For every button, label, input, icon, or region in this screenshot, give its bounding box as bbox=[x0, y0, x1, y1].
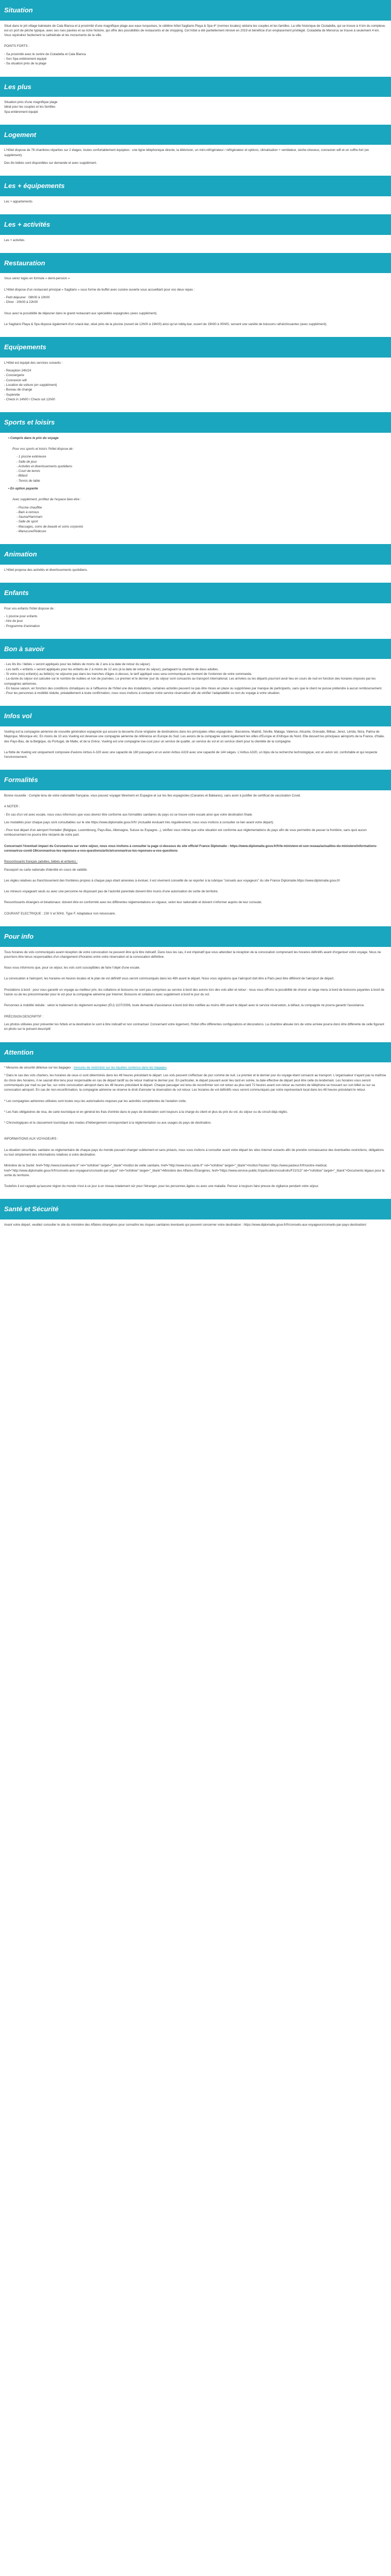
sports-optional-title-text: En option payante bbox=[10, 486, 38, 490]
bon-savoir-body bbox=[0, 659, 391, 706]
sports-included-list bbox=[4, 454, 387, 483]
restauration-paragraph-2: Vous avez la possibilité de déjeuner dans le grand restaurant aux spécialités espagnoles (avec supplément). bbox=[4, 311, 158, 315]
section-title-formalites: Formalités bbox=[0, 770, 391, 790]
infos-vol-paragraph: Vueling est la compagnie aérienne de nouvelle génération espagnole qui assure la desserte d'une vingtaine de destinations dans les principales villes espagnoles : Barcelone, Madrid, Séville, Malaga, Valence, Alicante, Grenade, Bilbao, Jerez, Lérida, Ibiza, Palma de Majorque, Minorque etc. En moins de 10 ans Vueling est devenue une compagnie aérienne de référence en Europe du Sud. Les avions de la compagnie volent également les villes d'Europe et d'Afrique du Nord. Elle dessert les principaux aéroports de la France, d'Italie, des Pays-Bas, de la Belgique, du Portugal, de Malte, et de la Grèce. Vueling est une compagnie low-cost pour un service de qualité, un service du vol et un service client pour la clientèle de la compagnie. bbox=[4, 730, 385, 743]
list-item: - Location de voiture (en supplément) bbox=[4, 383, 57, 387]
restauration-paragraph-3: Le Sagitario Playa & Spa dispose également d'un snack-bar, situé près de la piscine (ouvert de 12h00 à 19h00) ainsi qu'un lobby-bar, ouvert de 19h00 à 00h00, servant une variété de boissons rafraîchissantes (avec supplément). bbox=[4, 322, 328, 326]
logement-paragraph-2: Des lits bébés sont disponibles sur demande et avec supplément. bbox=[4, 161, 97, 165]
equipements-intro: L'Hôtel est équipé des services suivants : bbox=[4, 361, 63, 365]
pour-info-paragraph: Tous horaires de vols communiqués avant réception de votre convocation ne peuvent être qu'à titre indicatif. Dans tous les cas, il est impératif que vous attendiez la réception de la convocation comprenant les horaires définitifs avant d'organiser votre voyage. Nous ne pourrions être tenus responsables d'un changement d'horaires entre votre réservation et la convocation définitive. bbox=[4, 950, 381, 959]
list-item: - 1 piscine extérieure bbox=[17, 455, 46, 459]
restauration-paragraph: L'Hôtel dispose d'un restaurant principal « Sagitario » sous forme de buffet avec cuisine ouverte sous accueillant pour vos deux repas : bbox=[4, 287, 195, 292]
attention-intro-prefix: * Mesures de sécurité détenue sur les bagages : bbox=[4, 1066, 74, 1070]
situation-paragraph: Situé dans le joli village balnéaire de Cala Blanca et à proximité d'une magnifique plage aux eaux turquoises, le célèbre hôtel Sagitario Playa & Spa 4* (normes locales) séduira les couples et les familles. La ville historique de Ciutadella, qui se trouve à 4 km du complexe, est un port de pêche typique, avec ses rues pavées et sa riche histoire, qui offre des possibilités de restaurants et de shopping. Cet hôtel a été partiellement rénové en 2019 et bénéficie d'un emplacement privilégié. Ciutadella de Menorca se trouve à seulement 4 km. Vous rejoindrez facilement la cathédrale et les monuments de la ville. bbox=[4, 24, 386, 38]
list-item: - Bain à remous bbox=[17, 510, 39, 514]
list-item: - Piscine chauffée bbox=[17, 505, 42, 510]
equipements-plus-line: Les + appartements bbox=[4, 199, 32, 204]
list-item: Spa entièrement équipé bbox=[4, 110, 38, 114]
sports-included-title-text: Compris dans le prix du voyage bbox=[10, 436, 59, 440]
points-forts-list bbox=[4, 52, 387, 66]
section-title-pour-info: Pour info bbox=[0, 926, 391, 947]
list-item: - Massages, soins de beauté et soins corporels bbox=[17, 524, 84, 529]
precision-title: PRÉCISION DESCRIPTIF : bbox=[4, 1014, 43, 1019]
list-item: Idéal pour les couples et les familles bbox=[4, 105, 56, 109]
section-title-plus: Les plus bbox=[0, 77, 391, 97]
attention-paragraph-4: * Chronologiques et le classement touristique des modes d'hébergement correspondant à la réglementation ou aux usages du pays de destination. bbox=[4, 1121, 211, 1125]
note-3: - Pour tout départ d'un aéroport frontalier (Belgique, Luxembourg, Pays-Bas, Allemagne, Suisse ou Espagne...), vérifiez vous même que votre situation est conforme aux réglementations du pays afin de vous permettre de passer la frontière, sans quoi aucun remboursement ne pourra être réclamé de notre part. bbox=[4, 828, 367, 837]
list-item: - Réception 24h/24 bbox=[4, 369, 31, 373]
restauration-body bbox=[0, 273, 391, 337]
section-title-bon-savoir: Bon à savoir bbox=[0, 639, 391, 659]
enfants-body bbox=[0, 603, 391, 639]
section-title-attention: Attention bbox=[0, 1042, 391, 1063]
list-item: - Supérette bbox=[4, 393, 20, 397]
sante-paragraph: Avant votre départ, veuillez consulter le site du ministère des Affaires étrangères pour connaître les risques sanitaires éventuels qui peuvent concerner votre destination : https://www.diplomatie.gouv.fr/fr/conseils-aux-voyageurs/conseils-par-pays-destination/ bbox=[4, 1223, 367, 1227]
sites-links-paragraph: Ministère de la Santé: href="http://www.travelsante.fr" rel="nofollow" target="_blank">Institut de veille sanitaire, href="http://www.invs.sante.fr" rel="nofollow" target="_blank">Institut Pasteur: https://www.pasteur.fr/fr/centre-medical, href="http://www.diplomatie.gouv.fr/fr/conseils-aux-voyageurs/conseils-par-pays/" rel="nofollow" target="_blank">Ministère des Affaires Étrangères, href="https://www.service-public.fr/particuliers/vosdroits/F21013" rel="nofollow" target="_blank">Documents légaux pour la sortie du territoire. bbox=[4, 1164, 385, 1177]
note-title: A NOTER : bbox=[4, 805, 20, 809]
list-item: - Petit déjeuner : 08h00 à 10h00 bbox=[4, 296, 50, 300]
list-item: - Manucure/Pédicure bbox=[17, 530, 46, 534]
list-item: - Les tarifs « enfants » seront appliqués pour les enfants de 2 à moins de 12 ans (à la date de retour du séjour), partageant la chambre de deux adultes. bbox=[4, 667, 219, 671]
plus-body bbox=[0, 97, 391, 125]
sports-included-intro: Pour vos sports et loisirs l'hôtel dispose de : bbox=[12, 447, 75, 451]
list-item: - Check in 14h00 / Check out 12h00 bbox=[4, 397, 55, 401]
enfants-intro: Pour vos enfants l'hôtel dispose de : bbox=[4, 606, 56, 611]
attention-final-paragraph: Toutefois il est rappelé qu'aucune région du monde n'est à ce jour à un niveau totalement sûr pour l'étranger, pour les personnes âgées ou avec une maladie. Pensez à toujours faire preuve de vigilance pendant votre séjour. bbox=[4, 1184, 319, 1189]
restauration-intro: Vous serez logés en formule « demi-pension » bbox=[4, 277, 70, 281]
sports-included-title: • Compris dans le prix du voyage bbox=[8, 436, 59, 440]
bon-savoir-list bbox=[4, 662, 387, 696]
note-2: Les modalités pour chaque pays sont consultables sur le site https://www.diplomatie.gouv.fr/fr/ (Actualité évoluant très régulièrement, nous vous invitons à consulter ce lien avant votre départ). bbox=[4, 820, 274, 824]
liquides-link[interactable]: mesures de restriction sur les liquides contenus dans les bagages bbox=[73, 1066, 167, 1070]
formalites-paragraph-4: Ressortissants étrangers et binationaux: doivent être en conformité avec les différentes réglementations en vigueur, selon leur nationalité et doivent s'informer auprès de leur consulat. bbox=[4, 901, 262, 905]
situation-body bbox=[0, 21, 391, 77]
animation-line: L'Hôtel propose des activités et divertissements quotidiens. bbox=[4, 568, 88, 572]
list-item: - Dîner : 20h00 à 22h00 bbox=[4, 300, 38, 304]
list-item: - Salle de sport bbox=[17, 520, 38, 524]
infos-voyageurs-title: INFORMATIONS AUX VOYAGEURS : bbox=[4, 1137, 58, 1141]
formalites-paragraph-2: Les règles relatives au franchissement des frontières propres à chaque pays étant amenées à évoluer, il est vivement conseillé de se reporter à la rubrique "conseils aux voyageurs" du site France Diplomatie.https://www.diplomatie.gouv.fr/ bbox=[4, 878, 340, 883]
points-forts-title: POINTS FORTS : bbox=[4, 44, 30, 48]
sports-optional-intro: Avec supplément, profitez de l'espace bien-être : bbox=[12, 498, 82, 502]
list-item: Situation près d'une magnifique plage bbox=[4, 100, 58, 105]
pour-info-body bbox=[0, 947, 391, 1042]
section-title-sante: Santé et Sécurité bbox=[0, 1199, 391, 1219]
ressortissants-title: Ressortissants français (adultes, bébés et enfants) : bbox=[4, 860, 78, 864]
section-title-equipements-plus: Les + équipements bbox=[0, 176, 391, 196]
section-title-logement: Logement bbox=[0, 125, 391, 145]
attention-paragraph: * Dans le cas des vols charters, les horaires de ceux-ci sont déterminés dans les 48 heures précédant le départ. Les vols peuvent s'effectuer de jour comme de nuit. Le premier et le dernier jour du voyage étant consacré au transport. L'organisateur n'ayant pas la maîtrise du choix des horaires, il ne saurait être tenu pour responsable en cas de départ tardif ou de retour matinal le dernier jour. En particulier, le départ pouvant avoir lieu tard en soirée, la date effective de départ peut être celle du lendemain. Les horaires vous seront communiqués par mail ou par fax, sur votre convocation aéroport dans les 48 heures précédant le départ. Chaque passager est tenu de reconfirmer son vol retour au plus tard 72 heures avant son retour au numéro de téléphone se trouvant sur son billet ou sur sa convocation aéroport. En cas de non-reconfirmation, la compagnie aérienne se réserve le droit d'annuler la réservation du vol retour. Les horaires de vol définitifs vous seront communiqués par notre représentant local dans les 48 heures précédant le retour. bbox=[4, 1074, 386, 1092]
list-item: - Tennis de table bbox=[17, 479, 40, 483]
page bbox=[0, 0, 391, 1238]
list-item: - En basse saison, en fonction des conditions climatiques ou à l'affluence de l'hôtel une des installations, certaines activités peuvent ne pas être mises en place ou supprimées par manque de participants, sans que le client ne puisse prétendre à aucun remboursement. bbox=[4, 686, 383, 690]
section-title-animation: Animation bbox=[0, 544, 391, 565]
note-1: - En cas d'un vol avec escale, nous vous informons que vous devrez être conforme aux formalités sanitaires du pays où se trouve votre escale ainsi que votre destination finale. bbox=[4, 812, 253, 817]
list-item: - Les lits lits / bébés » seront appliqués pour les bébés de moins de 2 ans à la date de retour du séjour). bbox=[4, 663, 151, 667]
enfants-list bbox=[4, 614, 387, 629]
list-item: - Pour les personnes à mobilité réduite, préalablement à toute confirmation, nous vous invitons à contacter notre service réservation afin de vérifier l'adaptabilité ou non du voyage à votre situation. bbox=[4, 691, 281, 696]
list-item: - Aire de jeux bbox=[4, 619, 23, 623]
list-item: - La durée du séjour est calculée sur le nombre de nuitées et non de journées. Le premier et le dernier jour du séjour sont consacrés au transport international. Les arrivées ou les départs pourront avoir lieu en cours de nuit en fonction des horaires imposés par les compagnies aériennes. bbox=[4, 677, 376, 686]
logement-body bbox=[0, 145, 391, 176]
list-item: - Programme d'animation bbox=[4, 624, 40, 628]
attention-paragraph-3: * Les frais obligatoires de visa, de carte touristique et en général les frais d'entrée dans le pays de destination sont toujours à la charge du client et plus du prix du vol, du séjour ou du circuit déjà réglés. bbox=[4, 1110, 288, 1114]
section-title-activites-plus: Les + activités bbox=[0, 214, 391, 235]
list-item: - Sauna/Hammam bbox=[17, 515, 43, 519]
equipements-body bbox=[0, 358, 391, 412]
sports-optional-list bbox=[4, 505, 387, 534]
list-item: - Conciergerie bbox=[4, 374, 24, 378]
equipements-list bbox=[4, 368, 387, 402]
precision-paragraph: Les photos utilisées pour présenter les hôtels et la destination le sont à titre indicatif et non contractuel. Concernant votre logement, l'hôtel offre différentes configurations et décorations. La chambre allouée lors de votre arrivée pourra donc être différente de celle figurant en photo sur le présent descriptif. bbox=[4, 1022, 384, 1031]
logement-paragraph: L'Hôtel dispose de 78 chambres réparties sur 2 étages, toutes confortablement équipées : une ligne téléphonique directe, la télévision, un mini-réfrigérateur / réfrigérateur et options, climatisation + ventilateur, sèche-cheveux, connexion wifi et un coffre-fort (en supplément). bbox=[4, 148, 369, 157]
formalites-body bbox=[0, 790, 391, 926]
list-item: - Sa proximité avec le centre de Ciutadella et Cala Blanca bbox=[4, 52, 86, 56]
list-item: - Activités et divertissements quotidiens bbox=[17, 464, 73, 468]
sports-body bbox=[0, 433, 391, 545]
list-item: - 1 piscine pour enfants bbox=[4, 614, 38, 618]
activites-plus-line: Les + activités bbox=[4, 238, 25, 242]
formalites-paragraph: Bonne nouvelle : Compte tenu de votre nationalité française, vous pouvez voyager librement en Espagne et sur les îles espagnoles (Canaries et Baléares), sans avoir à justifier de certificat de vaccination Covid. bbox=[4, 793, 301, 798]
list-item: - Connexion wifi bbox=[4, 378, 27, 382]
infos-vol-body bbox=[0, 726, 391, 770]
equipements-plus-body bbox=[0, 196, 391, 214]
pour-info-paragraph-5: Personnes à mobilité réduite : selon le traitement du règlement européen (EU) 1107/2006, toute demande d'assistance à bord doit être notifiée au moins 48h avant le départ avec le service réservation, à défaut, la compagnie ne pourra garantir l'assistance. bbox=[4, 1004, 365, 1008]
section-title-infos-vol: Infos vol bbox=[0, 706, 391, 726]
courant-electrique: COURANT ELECTRIQUE : 230 V et 50Hz, Type F. Adaptateur non nécessaire. bbox=[4, 911, 116, 916]
list-item: - Son Spa entièrement équipé bbox=[4, 57, 47, 61]
pour-info-paragraph-4: Prestations à bord : pour vous garantir un voyage au meilleur prix, les collations et boissons ne sont pas comprises au service à bord des avions lors des vols aller et retour : nous vous offrons la possibilité de choisir un large menu à bord de boissons payantes à bord de l'avion ou de les précommander pour le vol pour la compagnie aérienne par Internet. Boissons et collations avec supplément à bord le jour du vol. bbox=[4, 988, 384, 997]
attention-paragraph-2: * Les compagnies aériennes utilisées sont toutes reçu les autorisations requises par les autorités compétentes de l'aviation civile. bbox=[4, 1099, 187, 1103]
formalites-paragraph-3: Les mineurs voyageant seuls ou avec une personne ne disposant pas de l'autorité parentale doivent être munis d'une autorisation de sortie de territoire. bbox=[4, 890, 219, 894]
animation-body bbox=[0, 565, 391, 583]
sports-optional-title: • En option payante bbox=[8, 486, 38, 490]
section-title-restauration: Restauration bbox=[0, 253, 391, 274]
list-item: - Billard bbox=[17, 474, 27, 478]
meals-list bbox=[4, 295, 387, 305]
list-item: - Salle de jeux bbox=[17, 460, 37, 464]
list-item: - Sa situation près de la plage bbox=[4, 62, 46, 66]
section-title-enfants: Enfants bbox=[0, 583, 391, 603]
attention-intro bbox=[4, 1065, 387, 1070]
sante-body bbox=[0, 1219, 391, 1238]
plus-list bbox=[4, 100, 387, 114]
attention-body bbox=[0, 1062, 391, 1199]
infos-vol-paragraph-2: La flotte de Vueling est uniquement composée d'avions Airbus A-320 avec une capacité de 180 passagers et un avion Airbus A319 avec une capacité de 144 sièges. L'Airbus A320, un bijou de la recherche technologique, est un avion sûr, confortable et qui respecte l'environnement. bbox=[4, 750, 378, 759]
section-title-sports: Sports et loisirs bbox=[0, 412, 391, 433]
list-item: - Bureau de change bbox=[4, 388, 32, 392]
pour-info-paragraph-2: Nous vous informons que, pour ce séjour, les vols sont susceptibles de faire l'objet d'une escale. bbox=[4, 966, 140, 970]
activites-plus-body bbox=[0, 235, 391, 253]
ressortissants-line: Passeport ou carte nationale d'identité en cours de validité. bbox=[4, 868, 88, 872]
list-item: - Court de tennis bbox=[17, 469, 40, 473]
section-title-equipements: Equipements bbox=[0, 337, 391, 358]
covid-notice: Concernant l'éventuel impact du Coronavirus sur votre séjour, nous vous invitons à consulter la page ci-dessous du site officiel France Diplomatie : https://www.diplomatie.gouv.fr/fr/le-ministere-et-son-reseau/actualites-du-ministere/informations-coronavirus-covid-19/coronavirus-les-reponses-a-vos-questions/article/coronavirus-les-reponses-a-vos-questions bbox=[4, 844, 378, 853]
pour-info-paragraph-3: La convocation à l'aéroport, les horaires en heures locales et le plan de vol définitif vous seront communiqués dans les 48h avant le départ. Nous vous signalons que l'aéroport doit être à Paris peut être différent de l'aéroport de départ. bbox=[4, 977, 335, 981]
infos-voyageurs-paragraph: La situation sécuritaire, sanitaire ou réglementaire de chaque pays du monde pouvant changer subitement et sans préavis, nous vous invitons à consulter avant votre départ les sites Internet suivants afin de prendre connaissance des éventuelles restrictions, obligations ou tout simplement des informations relatives à votre destination. bbox=[4, 1148, 384, 1157]
section-title-situation: Situation bbox=[0, 0, 391, 21]
list-item: - Si votre (vos) enfant(s) au bébé(s) ne séjourne pas dans les tranches d'âges ci-dessus, le tarif appliqué sous sera communiqué au moment de l'ordonner de votre commande. bbox=[4, 672, 252, 676]
